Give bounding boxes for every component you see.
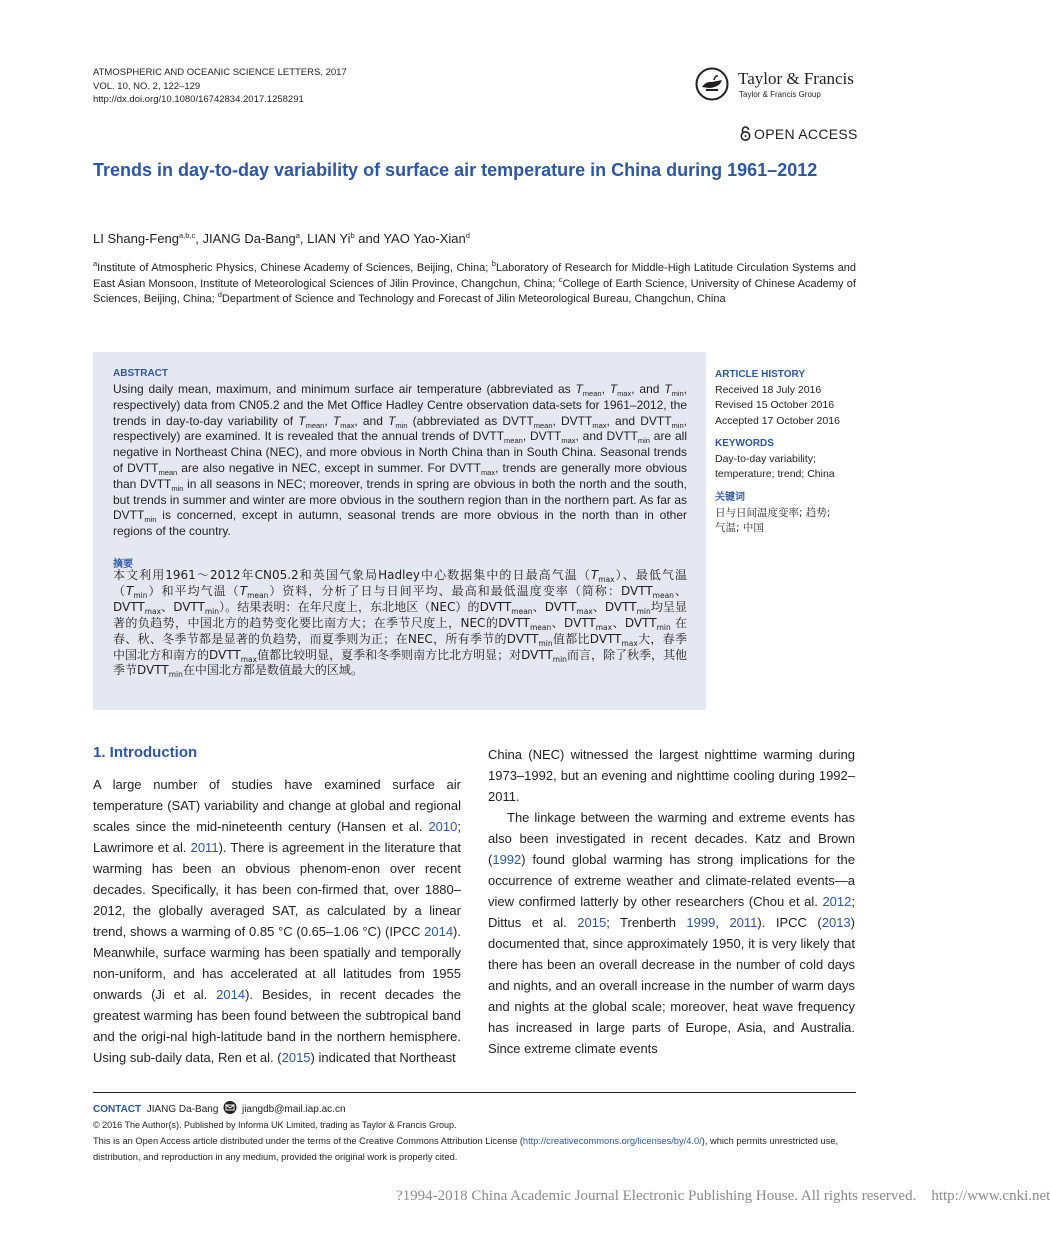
article-title: Trends in day-to-day variability of surface air temperature in China during 1961–2012 (93, 160, 818, 180)
publisher-logo (695, 67, 860, 107)
citation-link[interactable]: 2013 (821, 915, 851, 930)
citation-link[interactable]: 2011 (729, 915, 758, 930)
open-access-label: OPEN ACCESS (754, 126, 858, 142)
affil-text: Institute of Atmospheric Physics, Chinese Academy of Sciences, Beijing, China; (97, 262, 492, 274)
paragraph: The linkage between the warming and extreme events has also been investigated in recent decades. Katz and Brown (1992) found global warming has strong implications for the occurrence of extreme weather and climate-related events—a view confirmed latterly by other researchers (Chou et al. 2012; Dittus et al. 2015; Trenberth 1999, 2011). IPCC (2013) documented that, since approximately 1950, it is very likely that there has been an overall decrease in the number of cold days and nights, and an overall increase in the number of warm days and nights at the global scale; moreover, heat wave frequency has increased in large parts of Europe, Asia, and Australia. Since extreme climate events (488, 810, 855, 1056)
email-link[interactable]: jiangdb@mail.iap.ac.cn (241, 1104, 346, 1115)
keywords-line: temperature; trend; China (715, 468, 835, 480)
citation-link[interactable]: 1999 (686, 915, 716, 930)
keywords-line: Day-to-day variability; (715, 452, 816, 465)
journal-volume: VOL. 10, NO. 2, 122–129 (93, 80, 201, 92)
body-column-right (488, 744, 855, 1059)
keywords-zh-line: 气温; 中国 (715, 522, 764, 534)
publisher-group: Taylor & Francis Group (739, 90, 821, 99)
journal-name: ATMOSPHERIC AND OCEANIC SCIENCE LETTERS, 2017 (93, 67, 347, 78)
affil-mark: d (217, 290, 222, 300)
abstract-zh-heading: 摘要 (113, 559, 133, 570)
citation-link[interactable]: 2015 (281, 1050, 311, 1065)
abstract-text: Using daily mean, maximum, and minimum surface air temperature (abbreviated as $T_{mean}$, $T_{max}$, and $T_{min}$, respectively) data from CN05.2 and the Met Office Hadley Centre observation data-sets for 1961–2012, the trends in day-to-day variability of $T_{mean}$, $T_{max}$, and $T_{min}$ (abbreviated as $DVTT_{mean}$, $DVTT_{max}$, and $DVTT_{min}$, respectively) are examined. It is revealed that the annual trends of $DVTT_{mean}$, $DVTT_{max}$, and $DVTT_{min}$ are all negative in Northeast China (NEC), and more obvious in North China than in South China. Seasonal trends of $DVTT_{mean}$ are also negative in NEC, except in summer. For $DVTT_{max}$, trends are generally more obvious than $DVTT_{min}$ in all seasons in NEC; moreover, trends in spring are obvious in both the north and the south, but trends in summer and winter are more obvious in the southern region than in the northern part. As far as $DVTT_{min}$ is concerned, except in autumn, seasonal trends are more obvious in the north than in other regions of the country. (113, 382, 688, 539)
author[interactable]: JIANG Da-Bang (202, 231, 296, 246)
citation-link[interactable]: 2014 (424, 924, 454, 939)
citation-link[interactable]: 2014 (216, 987, 246, 1002)
license-link[interactable]: http://creativecommons.org/licenses/by/4.0/ (522, 1136, 702, 1146)
abstract-heading: ABSTRACT (113, 368, 168, 379)
sep: , (195, 231, 203, 246)
affiliations (93, 261, 856, 308)
author[interactable]: YAO Yao-Xian (383, 231, 466, 246)
author-list (93, 231, 470, 246)
section-heading: 1. Introduction (93, 744, 198, 761)
keywords (715, 436, 865, 483)
open-lock-icon (740, 126, 751, 141)
cnki-watermark: ?1994-2018 China Academic Journal Electronic Publishing House. All rights reserved. http://www.cnki.net (396, 1188, 1050, 1204)
sep: and (354, 231, 384, 246)
journal-header (93, 66, 347, 107)
affil-ref: b (350, 231, 355, 240)
contact-line (93, 1101, 346, 1115)
license-text: This is an Open Access article distributed under the terms of the Creative Commons Attribution License (http://creativecommons.org/licenses/by/4.0/), which permits unrestricted use, distribution, and reproduction in any medium, provided the original work is properly cited. (93, 1136, 839, 1162)
affil-ref: a (295, 231, 300, 240)
keywords-zh (715, 490, 865, 537)
contact-label: CONTACT (93, 1104, 142, 1115)
citation-link[interactable]: 2012 (822, 894, 852, 909)
accepted-date: Accepted 17 October 2016 (715, 414, 840, 427)
footer-divider (93, 1092, 856, 1093)
affil-mark: c (558, 274, 563, 284)
affil-ref: d (465, 231, 470, 240)
contact-name: JIANG Da-Bang (146, 1104, 219, 1115)
sep: , (299, 231, 308, 246)
article-history (715, 367, 865, 429)
citation-link[interactable]: 2011 (190, 840, 219, 855)
body-column-left: A large number of studies have examined surface air temperature (SAT) variability and change at global and regional scales since the mid-nineteenth century (Hansen et al. 2010; Lawrimore et al. 2011). There is agreement in the literature that warming has been an obvious phenom-enon over recent decades. Specifically, it has been con-firmed that, over 1880–2012, the globally averaged SAT, as calculated by a linear trend, shows a warming of 0.85 °C (0.65–1.06 °C) (IPCC 2014). Meanwhile, surface warming has been spatially and temporally non-uniform, and has accelerated at all latitudes from 1955 onwards (Ji et al. 2014). Besides, in recent decades the greatest warming has been found between the subtropical band and the origi-nal high-latitude band in the northern hemisphere. Using sub-daily data, Ren et al. (2015) indicated that Northeast (93, 777, 461, 1065)
affil-mark: a (93, 259, 98, 268)
paragraph: China (NEC) witnessed the largest nighttime warming during 1973–1992, but an evening and nighttime cooling during 1992–2011. (488, 747, 855, 804)
keywords-zh-line: 日与日间温度变率; 趋势; (715, 506, 831, 519)
revised-date: Revised 15 October 2016 (715, 399, 835, 411)
open-access-badge (740, 126, 858, 142)
author[interactable]: LI Shang-Feng (93, 231, 180, 246)
keywords-heading: KEYWORDS (715, 438, 774, 449)
affil-mark: b (491, 259, 496, 268)
received-date: Received 18 July 2016 (715, 383, 822, 396)
affil-text: Laboratory of Research for Middle-High Latitude Circulation Systems and East Asian Monsoon, Institute of Meteorological Sciences of Jilin Province, Changchun, China; (93, 262, 856, 290)
history-heading: ARTICLE HISTORY (715, 369, 806, 380)
copyright: © 2016 The Author(s). Published by Informa UK Limited, trading as Taylor & Francis Group. (93, 1120, 457, 1130)
citation-link[interactable]: 2015 (577, 915, 607, 930)
author[interactable]: LIAN Yi (307, 231, 351, 246)
email-icon (223, 1101, 237, 1114)
affil-ref: a,b,c (179, 231, 196, 240)
keywords-zh-heading: 关键词 (715, 492, 745, 503)
affil-text: Department of Science and Technology and Forecast of Jilin Meteorological Bureau, Changchun, China (221, 293, 726, 306)
lamp-icon (695, 67, 729, 101)
doi-link[interactable]: http://dx.doi.org/10.1080/16742834.2017.1258291 (93, 94, 304, 106)
citation-link[interactable]: 1992 (492, 852, 522, 867)
citation-link[interactable]: 2010 (428, 819, 458, 834)
publisher-name: Taylor & Francis (738, 69, 854, 88)
affil-text: College of Earth Science, University of Chinese Academy of Sciences, Beijing, China; (93, 277, 856, 306)
abstract-zh-text: 本文利用1961～2012年CN05.2和英国气象局Hadley中心数据集中的日最高气温$(T_{max})$、最低气温$(T_{min})$和平均气温$(T_{mean})$资料，分析了日与日间平均、最高和最低温度变率（简称：$DVTT_{mean}$、$DVTT_{max}$、$DVTT_{min}$）。结果表明：在年尺度上，东北地区（NEC）的$DVTT_{mean}$、$DVTT_{max}$、$DVTT_{min}$均呈显著的负趋势，中国北方的趋势变化要比南方大；在季节尺度上，NEC的$DVTT_{mean}$、$DVTT_{max}$、$DVTT_{min}$ 在春、秋、冬季节都是显著的负趋势，而夏季则为正；在NEC，所有季节的$DVTT_{min}$值都比$DVTT_{max}$大，春季中国北方和南方的$DVTT_{max}$值都比较明显，夏季和冬季则南方比北方明显；对$DVTT_{min}$而言，除了秋季，其他季节$DVTT_{min}$在中国北方都是数值最大的区域。 (113, 568, 687, 680)
